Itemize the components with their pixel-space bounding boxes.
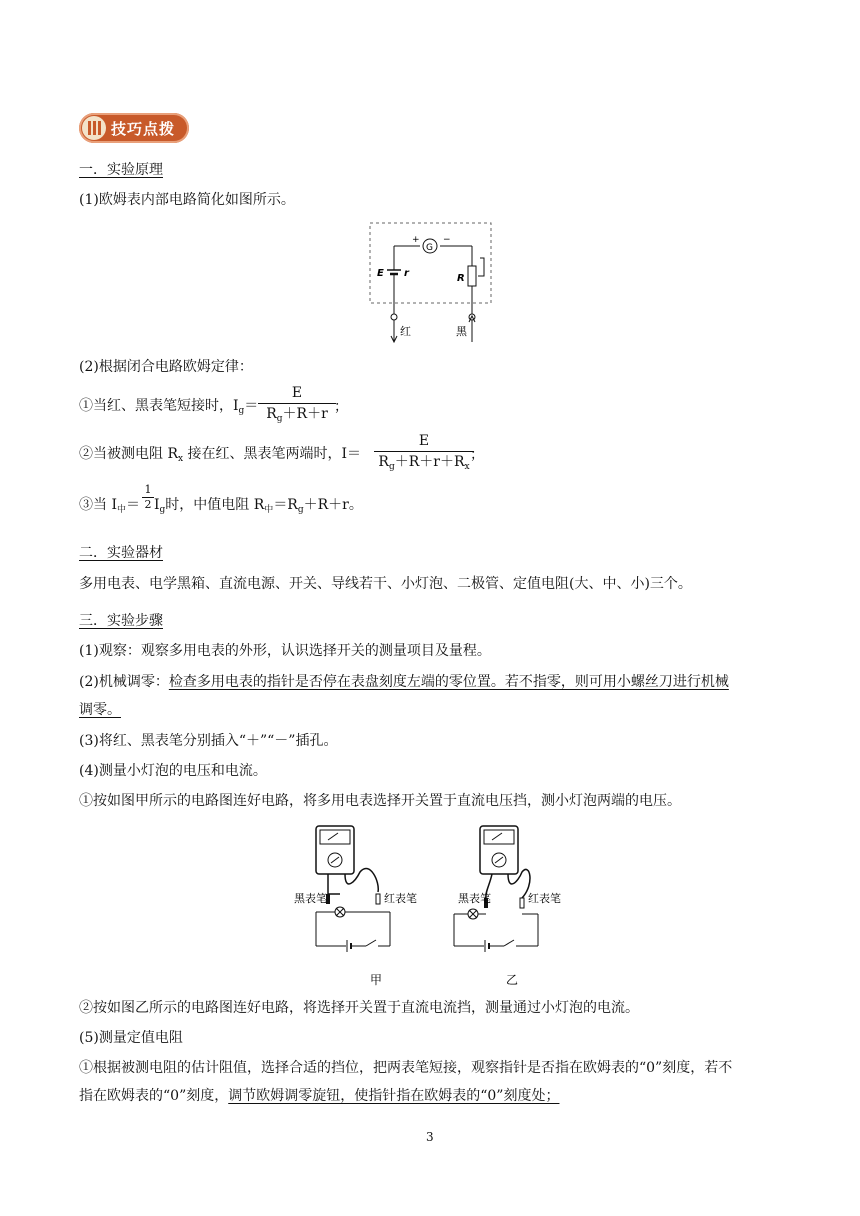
svg-text:乙: 乙 bbox=[506, 973, 519, 987]
rheostat-icon bbox=[468, 266, 476, 286]
step-1: (1)观察：观察多用电表的外形，认识选择开关的测量项目及量程。 bbox=[79, 643, 491, 659]
multimeter-icon bbox=[480, 826, 518, 874]
semicolon: ； bbox=[470, 447, 484, 463]
multimeter-circuits-figure bbox=[290, 822, 580, 990]
fraction-1: E $R_g+R+r$ bbox=[258, 384, 336, 428]
step-4b: ②按如图乙所示的电路图连好电路，将选择开关置于直流电流挡，测量通过小灯泡的电流。 bbox=[79, 1000, 639, 1016]
page-number: 3 bbox=[426, 1130, 434, 1144]
svg-text:E: E bbox=[377, 268, 384, 279]
formula-1: ①当红、黑表笔短接时，$I_g=$ bbox=[79, 398, 259, 416]
step-3: (3)将红、黑表笔分别插入“＋”“－”插孔。 bbox=[79, 733, 338, 749]
svg-text:红: 红 bbox=[400, 325, 411, 338]
step-5a-line-1: ①根据被测电阻的估计阻值，选择合适的挡位，把两表笔短接，观察指针是否指在欧姆表的“0”刻度，若不 bbox=[79, 1060, 733, 1076]
step-4: (4)测量小灯泡的电压和电流。 bbox=[79, 763, 267, 779]
svg-text:r: r bbox=[404, 268, 409, 279]
bars-icon bbox=[82, 116, 106, 140]
svg-text:G: G bbox=[426, 243, 433, 253]
heading-equipment: 二．实验器材 bbox=[79, 545, 163, 561]
formula-2: ②当被测电阻 $R_x$ 接在红、黑表笔两端时，I＝ bbox=[79, 446, 362, 464]
section-badge bbox=[79, 113, 189, 143]
paragraph-2: (2)根据闭合电路欧姆定律： bbox=[79, 359, 253, 375]
step-2-cont: 调零。 bbox=[79, 702, 121, 718]
svg-text:+: + bbox=[412, 235, 420, 245]
equipment-list: 多用电表、电学黑箱、直流电源、开关、导线若干、小灯泡、二极管、定值电阻(大、中、小)三个。 bbox=[79, 576, 692, 592]
step-4a: ①按如图甲所示的电路图连好电路，将多用电表选择开关置于直流电压挡，测小灯泡两端的电压。 bbox=[79, 793, 681, 809]
step-5a-line-2: 指在欧姆表的“0”刻度，调节欧姆调零旋钮，使指针指在欧姆表的“0”刻度处； bbox=[79, 1088, 560, 1104]
multimeter-icon bbox=[316, 826, 354, 874]
svg-text:红表笔: 红表笔 bbox=[528, 892, 561, 905]
heading-steps: 三．实验步骤 bbox=[79, 613, 163, 629]
svg-text:−: − bbox=[443, 235, 451, 245]
fraction-2: E $R_g+R+r+R_x$ bbox=[374, 432, 474, 476]
badge-label: 技巧点拨 bbox=[111, 120, 176, 138]
svg-text:甲: 甲 bbox=[370, 973, 383, 987]
svg-text:黑表笔: 黑表笔 bbox=[294, 892, 327, 905]
formula-3: ③当 $I_中=$ bbox=[79, 497, 140, 515]
svg-text:红表笔: 红表笔 bbox=[384, 892, 417, 905]
svg-text:黑: 黑 bbox=[456, 325, 467, 338]
formula-3-tail: $I_g$时，中值电阻 $R_中=R_g+R+r$。 bbox=[154, 497, 363, 515]
fraction-half: 1 2 bbox=[142, 484, 154, 511]
svg-text:R: R bbox=[457, 273, 465, 284]
ohmmeter-circuit-diagram bbox=[360, 218, 500, 346]
semicolon: ； bbox=[334, 399, 348, 415]
heading-principle: 一．实验原理 bbox=[79, 162, 163, 178]
paragraph-1: (1)欧姆表内部电路简化如图所示。 bbox=[79, 192, 295, 208]
step-5: (5)测量定值电阻 bbox=[79, 1030, 183, 1046]
step-2: (2)机械调零：检查多用电表的指针是否停在表盘刻度左端的零位置。若不指零，则可用小螺丝刀进行机械 bbox=[79, 674, 729, 690]
svg-text:黑表笔: 黑表笔 bbox=[458, 892, 491, 905]
